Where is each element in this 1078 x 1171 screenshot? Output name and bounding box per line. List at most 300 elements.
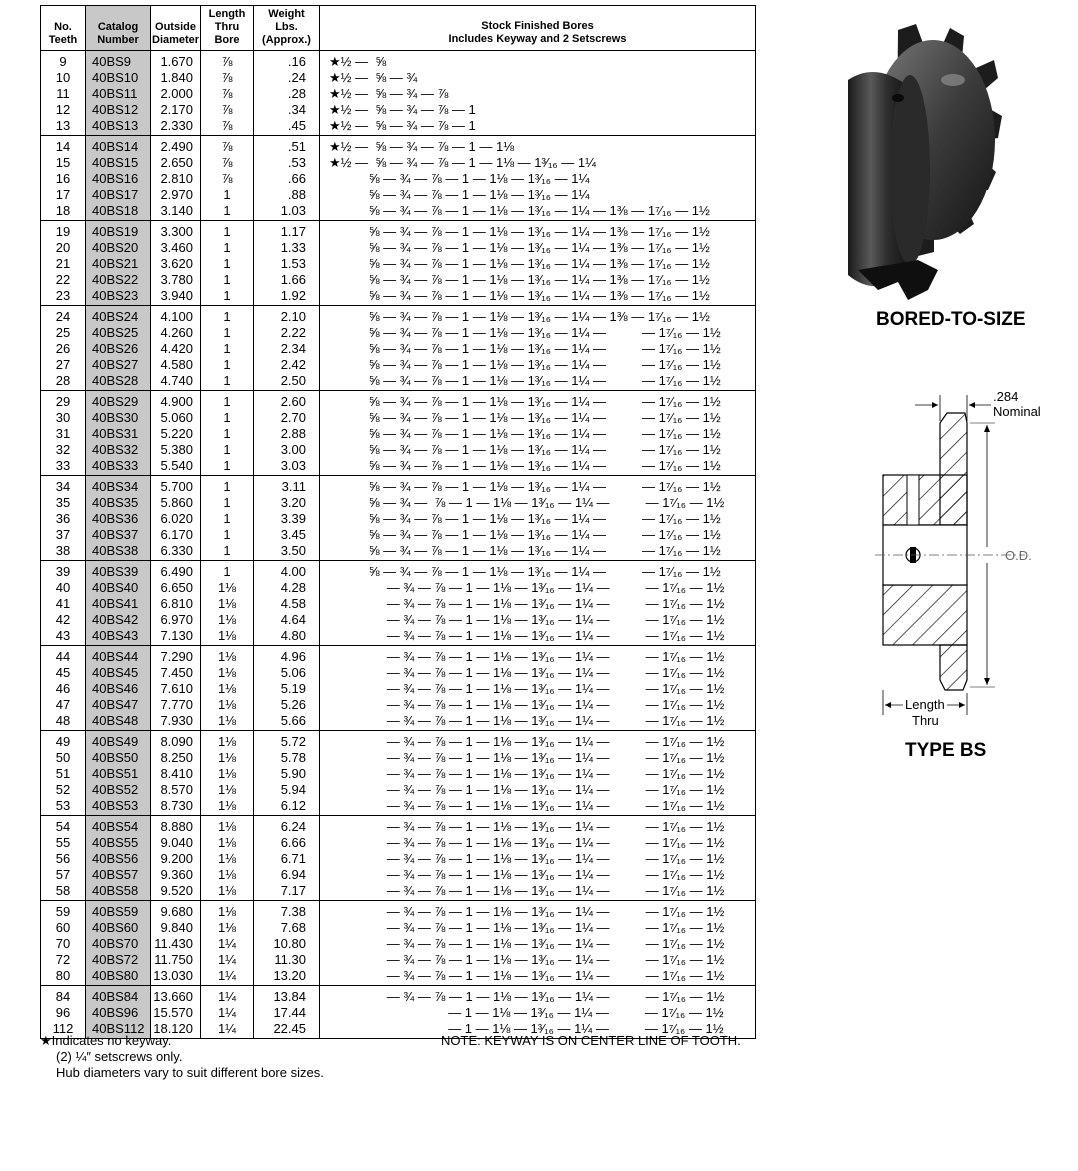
weight-cell: .45 [254,118,320,136]
table-row [41,86,756,102]
length-thru-bore-cell: 1¼ [201,936,254,952]
catalog-number-cell: 40BS45 [86,665,151,681]
teeth-cell: 48 [41,713,86,731]
outside-diameter-cell: 4.100 [151,306,201,326]
table-row [41,561,756,581]
length-thru-bore-cell: 1 [201,410,254,426]
teeth-cell: 28 [41,373,86,391]
catalog-number-cell: 40BS57 [86,867,151,883]
teeth-cell: 25 [41,325,86,341]
table-row [41,920,756,936]
teeth-cell: 19 [41,221,86,241]
catalog-number-cell: 40BS46 [86,681,151,697]
stock-bores-cell: ★½ — ⅝ — ¾ [320,70,756,86]
catalog-number-cell: 40BS49 [86,731,151,751]
weight-cell: 5.90 [254,766,320,782]
catalog-number-cell: 40BS40 [86,580,151,596]
stock-bores-cell: ⅝ — ¾ — ⅞ — 1 — 1⅛ — 1³⁄₁₆ — 1¼ — 1⅜ — 1⁷⁄₁₆ — 1½ [320,256,756,272]
row-group [41,986,756,1039]
header-bores: Stock Finished Bores Includes Keyway and 2 Setscrews [320,6,756,51]
outside-diameter-cell: 2.650 [151,155,201,171]
stock-bores-cell: — ¾ — ⅞ — 1 — 1⅛ — 1³⁄₁₆ — 1¼ — — 1⁷⁄₁₆ — 1½ [320,646,756,666]
teeth-cell: 22 [41,272,86,288]
outside-diameter-cell: 6.970 [151,612,201,628]
weight-cell: 5.66 [254,713,320,731]
table-row [41,782,756,798]
footnote-setscrews: (2) ¼″ setscrews only. [56,1049,183,1064]
catalog-number-cell: 40BS47 [86,697,151,713]
stock-bores-cell: ★½ — ⅝ — ¾ — ⅞ [320,86,756,102]
stock-bores-cell: ⅝ — ¾ — ⅞ — 1 — 1⅛ — 1³⁄₁₆ — 1¼ — — 1⁷⁄₁₆ — 1½ [320,426,756,442]
outside-diameter-cell: 9.680 [151,901,201,921]
length-thru-bore-cell: 1⅛ [201,697,254,713]
header-catalog: Catalog Number [86,6,151,51]
row-group [41,816,756,901]
length-thru-bore-cell: ⅞ [201,70,254,86]
weight-cell: 4.58 [254,596,320,612]
teeth-cell: 37 [41,527,86,543]
teeth-cell: 53 [41,798,86,816]
outside-diameter-cell: 6.170 [151,527,201,543]
weight-cell: 17.44 [254,1005,320,1021]
table-row [41,543,756,561]
teeth-cell: 46 [41,681,86,697]
catalog-number-cell: 40BS34 [86,476,151,496]
stock-bores-cell: ⅝ — ¾ — ⅞ — 1 — 1⅛ — 1³⁄₁₆ — 1¼ — 1⅜ — 1⁷⁄₁₆ — 1½ [320,240,756,256]
weight-cell: 2.88 [254,426,320,442]
weight-cell: 4.80 [254,628,320,646]
sprocket-spec-table [40,5,756,1039]
catalog-number-cell: 40BS54 [86,816,151,836]
outside-diameter-cell: 5.860 [151,495,201,511]
weight-cell: 3.11 [254,476,320,496]
length-thru-bore-cell: 1⅛ [201,883,254,901]
catalog-number-cell: 40BS16 [86,171,151,187]
teeth-cell: 17 [41,187,86,203]
nominal-value: .284 [993,389,1019,404]
teeth-cell: 72 [41,952,86,968]
outside-diameter-cell: 3.940 [151,288,201,306]
table-row [41,835,756,851]
table-row [41,272,756,288]
length-thru-bore-cell: 1⅛ [201,681,254,697]
table-row [41,495,756,511]
table-row [41,203,756,221]
stock-bores-cell: — 1 — 1⅛ — 1³⁄₁₆ — 1¼ — — 1⁷⁄₁₆ — 1½ [320,1005,756,1021]
length-thru-bore-cell: 1 [201,256,254,272]
outside-diameter-cell: 5.380 [151,442,201,458]
length-thru-bore-cell: 1 [201,272,254,288]
weight-cell: 5.94 [254,782,320,798]
length-thru-bore-cell: 1 [201,426,254,442]
length-thru-bore-cell: 1⅛ [201,646,254,666]
outside-diameter-cell: 4.740 [151,373,201,391]
length-thru-bore-cell: 1¼ [201,1005,254,1021]
weight-cell: 7.38 [254,901,320,921]
catalog-number-cell: 40BS32 [86,442,151,458]
teeth-cell: 56 [41,851,86,867]
outside-diameter-cell: 3.300 [151,221,201,241]
stock-bores-cell: ⅝ — ¾ — ⅞ — 1 — 1⅛ — 1³⁄₁₆ — 1¼ — 1⅜ — 1⁷⁄₁₆ — 1½ [320,306,756,326]
catalog-number-cell: 40BS39 [86,561,151,581]
length-thru-bore-cell: 1 [201,240,254,256]
outside-diameter-cell: 5.220 [151,426,201,442]
weight-cell: .53 [254,155,320,171]
outside-diameter-cell: 3.620 [151,256,201,272]
weight-cell: 6.94 [254,867,320,883]
length-thru-bore-cell: 1⅛ [201,798,254,816]
length-thru-bore-cell: ⅞ [201,86,254,102]
length-thru-bore-cell: 1 [201,391,254,411]
catalog-number-cell: 40BS24 [86,306,151,326]
outside-diameter-cell: 8.410 [151,766,201,782]
table-row [41,410,756,426]
stock-bores-cell: ⅝ — ¾ — ⅞ — 1 — 1⅛ — 1³⁄₁₆ — 1¼ — — 1⁷⁄₁₆ — 1½ [320,561,756,581]
table-row [41,713,756,731]
table-row [41,136,756,156]
weight-cell: 22.45 [254,1021,320,1039]
weight-cell: 1.17 [254,221,320,241]
teeth-cell: 10 [41,70,86,86]
teeth-cell: 54 [41,816,86,836]
stock-bores-cell: ⅝ — ¾ — ⅞ — 1 — 1⅛ — 1³⁄₁₆ — 1¼ — — 1⁷⁄₁₆ — 1½ [320,391,756,411]
catalog-number-cell: 40BS48 [86,713,151,731]
weight-cell: 4.28 [254,580,320,596]
stock-bores-cell: — ¾ — ⅞ — 1 — 1⅛ — 1³⁄₁₆ — 1¼ — — 1⁷⁄₁₆ — 1½ [320,713,756,731]
weight-cell: 1.66 [254,272,320,288]
row-group [41,561,756,646]
catalog-number-cell: 40BS29 [86,391,151,411]
catalog-number-cell: 40BS60 [86,920,151,936]
length-thru-bore-cell: 1 [201,543,254,561]
length-thru-bore-cell: 1 [201,458,254,476]
catalog-number-cell: 40BS27 [86,357,151,373]
teeth-cell: 15 [41,155,86,171]
outside-diameter-cell: 9.840 [151,920,201,936]
row-group [41,901,756,986]
table-row [41,102,756,118]
header-od: Outside Diameter [151,6,201,51]
length-thru-bore-cell: 1¼ [201,1021,254,1039]
outside-diameter-cell: 5.540 [151,458,201,476]
outside-diameter-cell: 6.490 [151,561,201,581]
row-group [41,51,756,136]
catalog-number-cell: 40BS17 [86,187,151,203]
catalog-number-cell: 40BS11 [86,86,151,102]
stock-bores-cell: ★½ — ⅝ [320,51,756,71]
length-thru-bore-cell: 1 [201,357,254,373]
footnote-hub-diameters: Hub diameters vary to suit different bore sizes. [56,1065,324,1080]
catalog-number-cell: 40BS23 [86,288,151,306]
outside-diameter-cell: 7.450 [151,665,201,681]
teeth-cell: 44 [41,646,86,666]
length-thru-bore-cell: ⅞ [201,171,254,187]
weight-cell: 2.60 [254,391,320,411]
table-row [41,118,756,136]
teeth-cell: 57 [41,867,86,883]
table-row [41,731,756,751]
length-thru-bore-cell: 1⅛ [201,867,254,883]
stock-bores-cell: ⅝ — ¾ — ⅞ — 1 — 1⅛ — 1³⁄₁₆ — 1¼ — — 1⁷⁄₁₆ — 1½ [320,511,756,527]
table-row [41,527,756,543]
teeth-cell: 20 [41,240,86,256]
length-thru-bore-cell: 1 [201,325,254,341]
outside-diameter-cell: 7.930 [151,713,201,731]
length-thru-bore-cell: 1 [201,511,254,527]
length-thru-bore-cell: 1⅛ [201,851,254,867]
nominal-label: Nominal [993,404,1041,419]
stock-bores-cell: — ¾ — ⅞ — 1 — 1⅛ — 1³⁄₁₆ — 1¼ — — 1⁷⁄₁₆ — 1½ [320,731,756,751]
outside-diameter-cell: 9.360 [151,867,201,883]
table-row [41,665,756,681]
outside-diameter-cell: 5.060 [151,410,201,426]
length-thru-bore-cell: 1⅛ [201,901,254,921]
stock-bores-cell: ⅝ — ¾ — ⅞ — 1 — 1⅛ — 1³⁄₁₆ — 1¼ — — 1⁷⁄₁₆ — 1½ [320,373,756,391]
table-row [41,458,756,476]
outside-diameter-cell: 11.750 [151,952,201,968]
weight-cell: 4.96 [254,646,320,666]
table-row [41,325,756,341]
catalog-number-cell: 40BS25 [86,325,151,341]
outside-diameter-cell: 13.660 [151,986,201,1006]
outside-diameter-cell: 7.770 [151,697,201,713]
table-row [41,171,756,187]
outside-diameter-cell: 4.420 [151,341,201,357]
length-thru-bore-cell: ⅞ [201,51,254,71]
stock-bores-cell: — ¾ — ⅞ — 1 — 1⅛ — 1³⁄₁₆ — 1¼ — — 1⁷⁄₁₆ — 1½ [320,766,756,782]
teeth-cell: 84 [41,986,86,1006]
weight-cell: 3.50 [254,543,320,561]
outside-diameter-cell: 3.780 [151,272,201,288]
catalog-number-cell: 40BS21 [86,256,151,272]
table-row [41,442,756,458]
teeth-cell: 13 [41,118,86,136]
weight-cell: 10.80 [254,936,320,952]
outside-diameter-cell: 7.610 [151,681,201,697]
table-row [41,750,756,766]
length-thru-bore-cell: 1¼ [201,986,254,1006]
stock-bores-cell: ⅝ — ¾ — ⅞ — 1 — 1⅛ — 1³⁄₁₆ — 1¼ — — 1⁷⁄₁₆ — 1½ [320,442,756,458]
weight-cell: 6.12 [254,798,320,816]
outside-diameter-cell: 8.250 [151,750,201,766]
weight-cell: 3.00 [254,442,320,458]
table-row [41,697,756,713]
outside-diameter-cell: 4.900 [151,391,201,411]
weight-cell: 3.39 [254,511,320,527]
teeth-cell: 29 [41,391,86,411]
teeth-cell: 9 [41,51,86,71]
teeth-cell: 27 [41,357,86,373]
catalog-number-cell: 40BS38 [86,543,151,561]
stock-bores-cell: — ¾ — ⅞ — 1 — 1⅛ — 1³⁄₁₆ — 1¼ — — 1⁷⁄₁₆ — 1½ [320,835,756,851]
stock-bores-cell: ⅝ — ¾ — ⅞ — 1 — 1⅛ — 1³⁄₁₆ — 1¼ — — 1⁷⁄₁₆ — 1½ [320,543,756,561]
weight-cell: 2.34 [254,341,320,357]
teeth-cell: 58 [41,883,86,901]
teeth-cell: 34 [41,476,86,496]
catalog-number-cell: 40BS41 [86,596,151,612]
length-thru-bore-cell: 1⅛ [201,782,254,798]
teeth-cell: 70 [41,936,86,952]
spec-table-wrapper [40,5,756,1039]
weight-cell: .34 [254,102,320,118]
row-group [41,731,756,816]
teeth-cell: 16 [41,171,86,187]
length-thru-bore-cell: 1 [201,203,254,221]
stock-bores-cell: ⅝ — ¾ — ⅞ — 1 — 1⅛ — 1³⁄₁₆ — 1¼ — — 1⁷⁄₁₆ — 1½ [320,458,756,476]
stock-bores-cell: — ¾ — ⅞ — 1 — 1⅛ — 1³⁄₁₆ — 1¼ — — 1⁷⁄₁₆ — 1½ [320,750,756,766]
catalog-number-cell: 40BS10 [86,70,151,86]
table-row [41,986,756,1006]
table-row [41,155,756,171]
length-thru-bore-cell: 1⅛ [201,713,254,731]
length-thru-bore-cell: 1⅛ [201,731,254,751]
teeth-cell: 12 [41,102,86,118]
stock-bores-cell: — ¾ — ⅞ — 1 — 1⅛ — 1³⁄₁₆ — 1¼ — — 1⁷⁄₁₆ — 1½ [320,867,756,883]
length-thru-bore-cell: 1 [201,306,254,326]
teeth-cell: 51 [41,766,86,782]
weight-cell: 2.10 [254,306,320,326]
outside-diameter-cell: 3.460 [151,240,201,256]
catalog-number-cell: 40BS44 [86,646,151,666]
catalog-number-cell: 40BS9 [86,51,151,71]
stock-bores-cell: — ¾ — ⅞ — 1 — 1⅛ — 1³⁄₁₆ — 1¼ — — 1⁷⁄₁₆ — 1½ [320,782,756,798]
weight-cell: 13.20 [254,968,320,986]
weight-cell: 5.26 [254,697,320,713]
od-label: O.D. [1005,548,1032,563]
table-row [41,936,756,952]
teeth-cell: 35 [41,495,86,511]
length-thru-bore-cell: 1¼ [201,968,254,986]
weight-cell: 1.92 [254,288,320,306]
weight-cell: 3.20 [254,495,320,511]
weight-cell: 1.33 [254,240,320,256]
weight-cell: 5.78 [254,750,320,766]
outside-diameter-cell: 1.670 [151,51,201,71]
weight-cell: 2.70 [254,410,320,426]
teeth-cell: 45 [41,665,86,681]
weight-cell: 3.45 [254,527,320,543]
catalog-number-cell: 40BS19 [86,221,151,241]
catalog-number-cell: 40BS31 [86,426,151,442]
table-row [41,51,756,71]
stock-bores-cell: — ¾ — ⅞ — 1 — 1⅛ — 1³⁄₁₆ — 1¼ — — 1⁷⁄₁₆ — 1½ [320,681,756,697]
table-row [41,256,756,272]
stock-bores-cell: — ¾ — ⅞ — 1 — 1⅛ — 1³⁄₁₆ — 1¼ — — 1⁷⁄₁₆ — 1½ [320,612,756,628]
outside-diameter-cell: 18.120 [151,1021,201,1039]
catalog-number-cell: 40BS20 [86,240,151,256]
length-thru-bore-cell: 1 [201,187,254,203]
length-thru-bore-cell: 1 [201,341,254,357]
outside-diameter-cell: 8.880 [151,816,201,836]
length-thru-bore-cell: ⅞ [201,102,254,118]
table-row [41,357,756,373]
length-thru-bore-cell: 1 [201,221,254,241]
catalog-number-cell: 40BS18 [86,203,151,221]
catalog-number-cell: 40BS58 [86,883,151,901]
row-group [41,136,756,221]
table-row [41,628,756,646]
catalog-number-cell: 40BS26 [86,341,151,357]
table-row [41,426,756,442]
table-row [41,187,756,203]
table-row [41,851,756,867]
length-thru-bore-cell: 1 [201,476,254,496]
weight-cell: 11.30 [254,952,320,968]
weight-cell: .28 [254,86,320,102]
stock-bores-cell: — ¾ — ⅞ — 1 — 1⅛ — 1³⁄₁₆ — 1¼ — — 1⁷⁄₁₆ — 1½ [320,580,756,596]
outside-diameter-cell: 9.520 [151,883,201,901]
teeth-cell: 31 [41,426,86,442]
teeth-cell: 38 [41,543,86,561]
teeth-cell: 47 [41,697,86,713]
length-thru-bore-cell: 1 [201,373,254,391]
outside-diameter-cell: 9.200 [151,851,201,867]
table-row [41,391,756,411]
type-bs-diagram [875,385,1065,735]
table-row [41,70,756,86]
teeth-cell: 41 [41,596,86,612]
length-thru-bore-cell: 1 [201,561,254,581]
stock-bores-cell: — ¾ — ⅞ — 1 — 1⅛ — 1³⁄₁₆ — 1¼ — — 1⁷⁄₁₆ — 1½ [320,936,756,952]
stock-bores-cell: ⅝ — ¾ — ⅞ — 1 — 1⅛ — 1³⁄₁₆ — 1¼ — — 1⁷⁄₁₆ — 1½ [320,341,756,357]
weight-cell: 2.42 [254,357,320,373]
teeth-cell: 42 [41,612,86,628]
teeth-cell: 40 [41,580,86,596]
weight-cell: 4.64 [254,612,320,628]
weight-cell: 13.84 [254,986,320,1006]
outside-diameter-cell: 1.840 [151,70,201,86]
teeth-cell: 32 [41,442,86,458]
table-row [41,681,756,697]
catalog-number-cell: 40BS28 [86,373,151,391]
teeth-cell: 23 [41,288,86,306]
outside-diameter-cell: 9.040 [151,835,201,851]
catalog-number-cell: 40BS50 [86,750,151,766]
weight-cell: .16 [254,51,320,71]
row-group [41,646,756,731]
teeth-cell: 96 [41,1005,86,1021]
table-row [41,373,756,391]
length-thru-bore-cell: 1⅛ [201,580,254,596]
outside-diameter-cell: 2.490 [151,136,201,156]
teeth-cell: 26 [41,341,86,357]
length-thru-bore-cell: 1 [201,442,254,458]
table-row [41,646,756,666]
table-row [41,580,756,596]
stock-bores-cell: — ¾ — ⅞ — 1 — 1⅛ — 1³⁄₁₆ — 1¼ — — 1⁷⁄₁₆ — 1½ [320,883,756,901]
length-thru-bore-cell: 1⅛ [201,835,254,851]
catalog-number-cell: 40BS22 [86,272,151,288]
length-thru-bore-cell: 1⅛ [201,612,254,628]
stock-bores-cell: — ¾ — ⅞ — 1 — 1⅛ — 1³⁄₁₆ — 1¼ — — 1⁷⁄₁₆ — 1½ [320,920,756,936]
catalog-number-cell: 40BS30 [86,410,151,426]
outside-diameter-cell: 2.970 [151,187,201,203]
table-row [41,952,756,968]
length-thru-bore-cell: 1 [201,495,254,511]
length-thru-bore-cell: ⅞ [201,136,254,156]
stock-bores-cell: — ¾ — ⅞ — 1 — 1⅛ — 1³⁄₁₆ — 1¼ — — 1⁷⁄₁₆ — 1½ [320,952,756,968]
thru-label: Thru [912,713,939,728]
table-row [41,612,756,628]
teeth-cell: 60 [41,920,86,936]
catalog-number-cell: 40BS14 [86,136,151,156]
catalog-number-cell: 40BS59 [86,901,151,921]
catalog-number-cell: 40BS84 [86,986,151,1006]
outside-diameter-cell: 5.700 [151,476,201,496]
stock-bores-cell: ★½ — ⅝ — ¾ — ⅞ — 1 [320,118,756,136]
catalog-number-cell: 40BS12 [86,102,151,118]
weight-cell: 5.19 [254,681,320,697]
